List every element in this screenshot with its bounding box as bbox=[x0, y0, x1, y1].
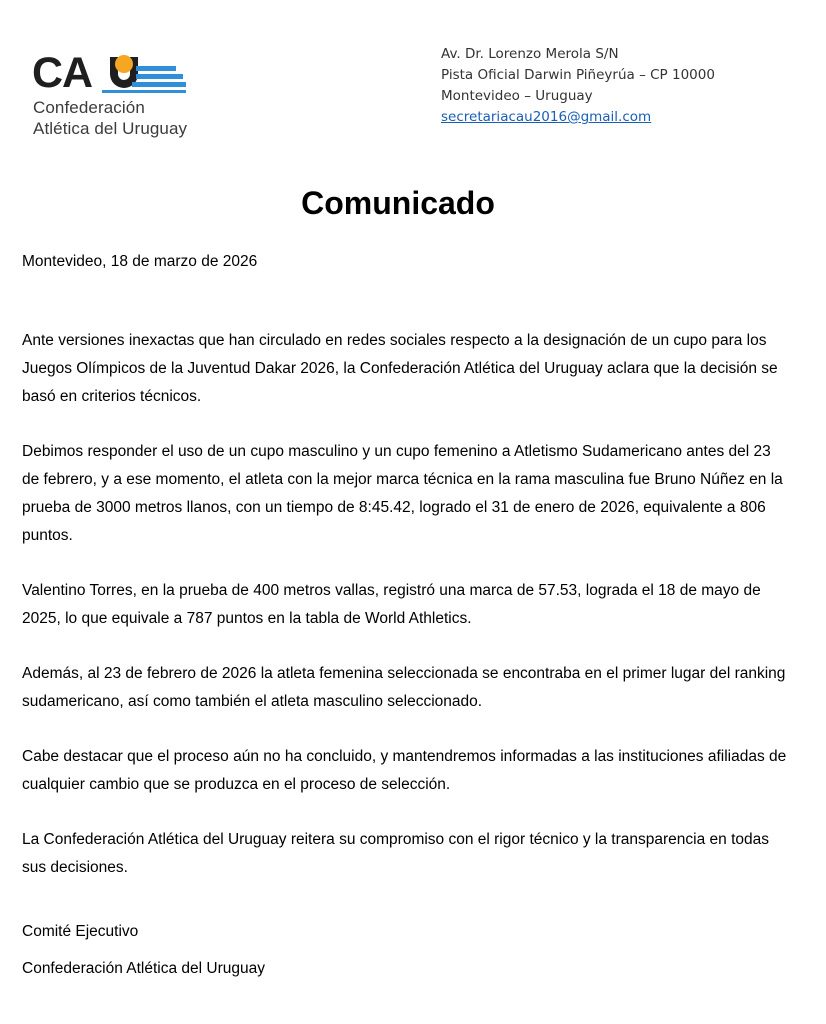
page-title: Comunicado bbox=[301, 185, 495, 221]
signature-committee: Comité Ejecutivo bbox=[22, 923, 139, 940]
paragraph: Valentino Torres, en la prueba de 400 metros vallas, registró una marca de 57.53, lograda el 18 de mayo de 2025, lo que equivale a 787 puntos en la tabla de World Athletics. bbox=[22, 582, 761, 627]
cau-logo-mark bbox=[32, 50, 192, 94]
document-body bbox=[22, 248, 792, 983]
address-line-city: Montevideo – Uruguay bbox=[441, 88, 593, 104]
paragraph: La Confederación Atlética del Uruguay reitera su compromiso con el rigor técnico y la transparencia en todas sus decisiones. bbox=[22, 831, 769, 876]
address-block bbox=[441, 44, 715, 128]
svg-text:CA: CA bbox=[32, 50, 93, 94]
email-link[interactable]: secretariacau2016@gmail.com bbox=[441, 109, 652, 125]
cau-logo bbox=[32, 48, 232, 148]
paragraph: Además, al 23 de febrero de 2026 la atleta femenina seleccionada se encontraba en el primer lugar del ranking sudamericano, así como también el atleta masculino seleccionado. bbox=[22, 665, 786, 710]
address-line-street: Av. Dr. Lorenzo Merola S/N bbox=[441, 46, 619, 62]
logo-org-name-line1: Confederación bbox=[33, 98, 145, 117]
logo-org-name bbox=[33, 97, 187, 139]
paragraph: Cabe destacar que el proceso aún no ha concluido, y mantendremos informadas a las instituciones afiliadas de cualquier cambio que se produzca en el proceso de selección. bbox=[22, 748, 787, 793]
date-line: Montevideo, 18 de marzo de 2026 bbox=[22, 253, 258, 270]
paragraph: Debimos responder el uso de un cupo masculino y un cupo femenino a Atletismo Sudamericano antes del 23 de febrero, y a ese momento, el atleta con la mejor marca técnica en la rama masculina fue Bruno Núñez en la prueba de 3000 metros llanos, con un tiempo de 8:45.42, logrado el 31 de enero de 2026, equivalente a 806 puntos. bbox=[22, 443, 783, 544]
signature-organization: Confederación Atlética del Uruguay bbox=[22, 960, 265, 977]
paragraph: Ante versiones inexactas que han circulado en redes sociales respecto a la designación de un cupo para los Juegos Olímpicos de la Juventud Dakar 2026, la Confederación Atlética del Uruguay aclara que la decisión se basó en criterios técnicos. bbox=[22, 332, 778, 405]
logo-org-name-line2: Atlética del Uruguay bbox=[33, 119, 188, 138]
address-line-track: Pista Oficial Darwin Piñeyrúa – CP 10000 bbox=[441, 67, 715, 83]
